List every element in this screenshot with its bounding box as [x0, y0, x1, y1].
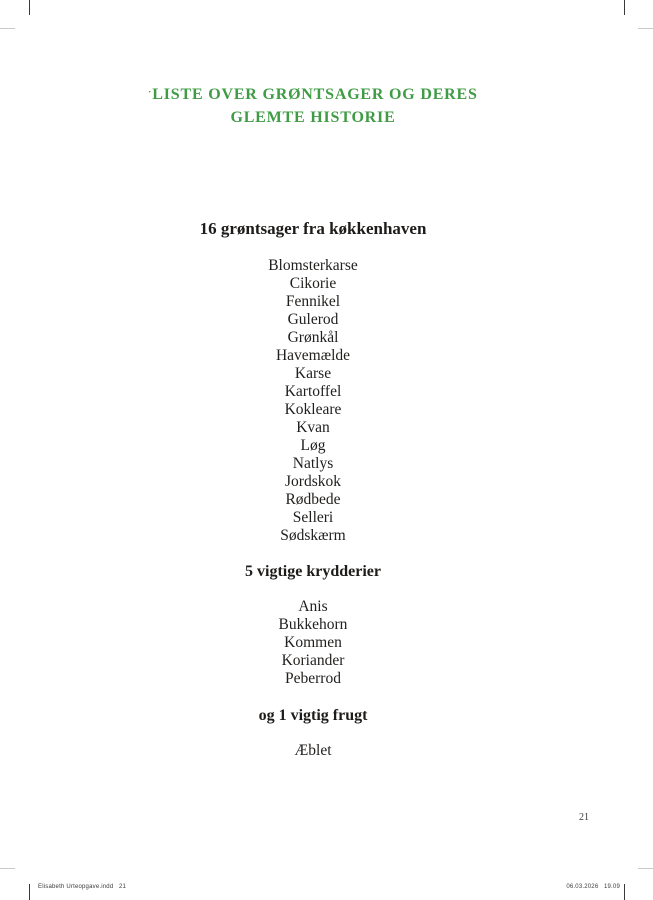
- list-item: Kokleare: [284, 401, 342, 418]
- crop-mark-top-left-vertical: [29, 0, 30, 15]
- list-item: Æblet: [294, 742, 332, 759]
- chapter-heading-line1: [0, 81, 626, 106]
- chapter-heading-line1-text: LISTE OVER GRØNTSAGER OG DERES: [152, 86, 478, 103]
- section-title-fruit: og 1 vigtig frugt: [258, 707, 368, 724]
- list-item: Karse: [294, 365, 332, 382]
- vegetable-list: [0, 257, 626, 545]
- list-item: Anis: [298, 598, 328, 615]
- chapter-heading-line2: GLEMTE HISTORIE: [230, 109, 396, 126]
- list-item: Gulerod: [287, 311, 339, 328]
- list-item: Sødskærm: [280, 527, 346, 544]
- list-item: Havemælde: [275, 347, 351, 364]
- crop-mark-bottom-left-horizontal: [0, 868, 15, 869]
- crop-mark-bottom-right-vertical: [624, 884, 625, 900]
- list-item: Rødbede: [285, 491, 341, 508]
- slug-timestamp: 06.03.2026 19.09: [566, 884, 620, 890]
- list-item: Grønkål: [287, 329, 339, 346]
- crop-mark-top-right-vertical: [624, 0, 625, 15]
- fruit-list: [0, 742, 626, 760]
- list-item: Kartoffel: [284, 383, 342, 400]
- section-title-spices: 5 vigtige krydderier: [245, 563, 381, 580]
- list-item: Peberrod: [285, 670, 341, 687]
- list-item: Cikorie: [289, 275, 337, 292]
- list-item: Kommen: [284, 634, 342, 651]
- list-item: Løg: [300, 437, 326, 454]
- page-number: 21: [579, 812, 589, 823]
- list-item: Blomsterkarse: [268, 257, 358, 274]
- list-item: Natlys: [292, 455, 334, 472]
- crop-mark-bottom-right-horizontal: [638, 868, 653, 869]
- list-item: Fennikel: [285, 293, 341, 310]
- spice-list: [0, 598, 626, 688]
- section-title-vegetables: 16 grøntsager fra køkkenhaven: [199, 219, 427, 238]
- crop-mark-top-left-horizontal: [0, 28, 15, 29]
- list-item: Jordskok: [285, 473, 341, 490]
- heading-ornament-mark: ·: [148, 87, 152, 97]
- chapter-heading: [0, 81, 626, 129]
- list-item: Kvan: [296, 419, 330, 436]
- crop-mark-bottom-left-vertical: [29, 884, 30, 900]
- crop-mark-top-right-horizontal: [638, 28, 653, 29]
- list-item: Selleri: [292, 509, 334, 526]
- list-item: Koriander: [281, 652, 345, 669]
- slug-filename: Elisabeth Urteopgave.indd 21: [38, 884, 127, 890]
- list-item: Bukkehorn: [278, 616, 348, 633]
